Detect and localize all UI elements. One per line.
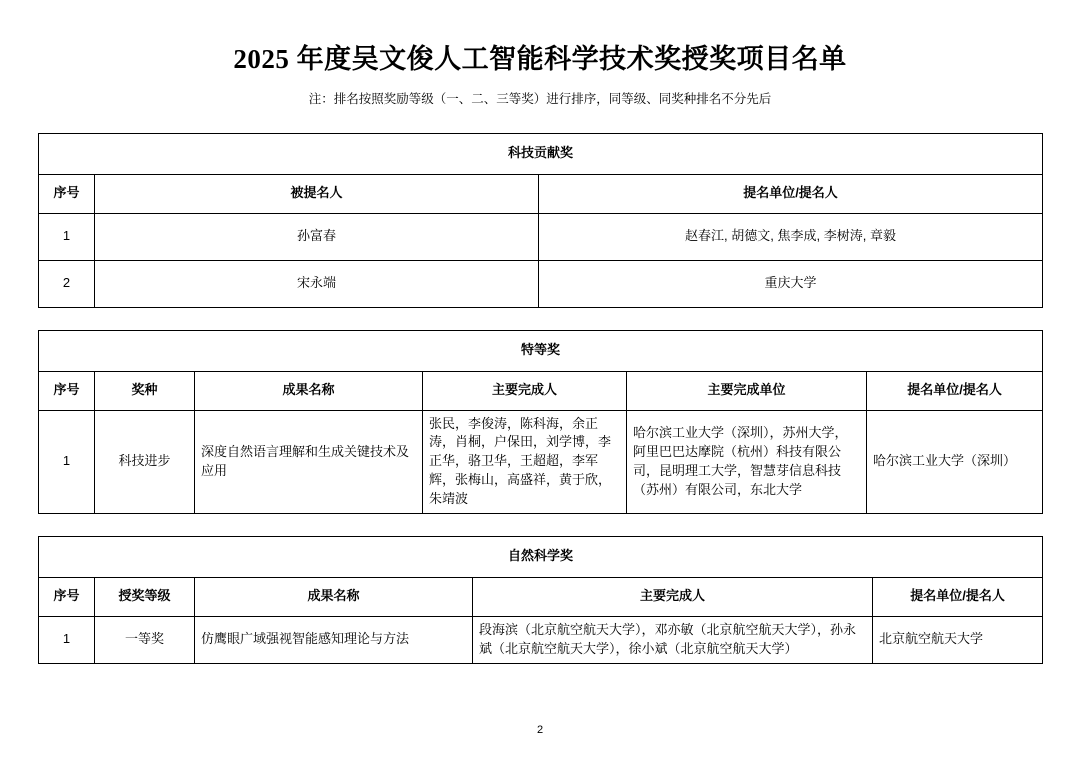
cell-contributors: 段海滨（北京航空航天大学），邓亦敏（北京航空航天大学），孙永斌（北京航空航天大学），徐小斌（北京航空航天大学） (473, 616, 873, 663)
cell-index: 1 (39, 410, 95, 513)
table-row (39, 616, 1043, 663)
cell-nominee: 宋永端 (95, 260, 539, 307)
table-row (39, 260, 1043, 307)
table-section-header (39, 536, 1043, 577)
column-header-contributors: 主要完成人 (423, 371, 627, 410)
column-header-index: 序号 (39, 577, 95, 616)
award-table-contribution-wrap (38, 133, 1042, 308)
column-header-nominator: 提名单位/提名人 (873, 577, 1043, 616)
column-header-index: 序号 (39, 174, 95, 213)
table-column-header (39, 371, 1043, 410)
award-table-natural-science (38, 536, 1043, 664)
cell-achievement: 深度自然语言理解和生成关键技术及应用 (195, 410, 423, 513)
cell-index: 1 (39, 616, 95, 663)
page-number: 2 (536, 724, 544, 736)
column-header-award-type: 奖种 (95, 371, 195, 410)
table-section-header (39, 133, 1043, 174)
cell-nominator: 重庆大学 (539, 260, 1043, 307)
column-header-nominator: 提名单位/提名人 (539, 174, 1043, 213)
award-table-contribution (38, 133, 1043, 308)
award-table-special-wrap (38, 330, 1042, 514)
column-header-index: 序号 (39, 371, 95, 410)
section-title: 科技贡献奖 (39, 133, 1043, 174)
award-table-special (38, 330, 1043, 514)
column-header-nominee: 被提名人 (95, 174, 539, 213)
cell-index: 2 (39, 260, 95, 307)
cell-nominator: 赵春江, 胡德文, 焦李成, 李树涛, 章毅 (539, 213, 1043, 260)
table-row (39, 410, 1043, 513)
cell-award-level: 一等奖 (95, 616, 195, 663)
page-note: 注：排名按照奖励等级（一、二、三等奖）进行排序，同等级、同奖种排名不分先后 (308, 92, 772, 107)
award-table-natural-science-wrap (38, 536, 1042, 664)
cell-nominee: 孙富春 (95, 213, 539, 260)
column-header-achievement: 成果名称 (195, 577, 473, 616)
table-column-header (39, 577, 1043, 616)
table-column-header (39, 174, 1043, 213)
column-header-units: 主要完成单位 (627, 371, 867, 410)
cell-index: 1 (39, 213, 95, 260)
cell-achievement: 仿鹰眼广域强视智能感知理论与方法 (195, 616, 473, 663)
column-header-contributors: 主要完成人 (473, 577, 873, 616)
cell-award-type: 科技进步 (95, 410, 195, 513)
section-title: 自然科学奖 (39, 536, 1043, 577)
page-title: 2025 年度吴文俊人工智能科学技术奖授奖项目名单 (233, 44, 847, 74)
section-title: 特等奖 (39, 330, 1043, 371)
column-header-achievement: 成果名称 (195, 371, 423, 410)
cell-units: 哈尔滨工业大学（深圳），苏州大学，阿里巴巴达摩院（杭州）科技有限公司，昆明理工大学，智慧芽信息科技（苏州）有限公司，东北大学 (627, 410, 867, 513)
column-header-award-level: 授奖等级 (95, 577, 195, 616)
table-row (39, 213, 1043, 260)
cell-nominator: 北京航空航天大学 (873, 616, 1043, 663)
column-header-nominator: 提名单位/提名人 (867, 371, 1043, 410)
cell-contributors: 张民，李俊涛，陈科海，余正涛，肖桐，户保田，刘学博，李正华，骆卫华，王超超，李军辉，张梅山，高盛祥，黄于欣，朱靖波 (423, 410, 627, 513)
table-section-header (39, 330, 1043, 371)
cell-nominator: 哈尔滨工业大学（深圳） (867, 410, 1043, 513)
